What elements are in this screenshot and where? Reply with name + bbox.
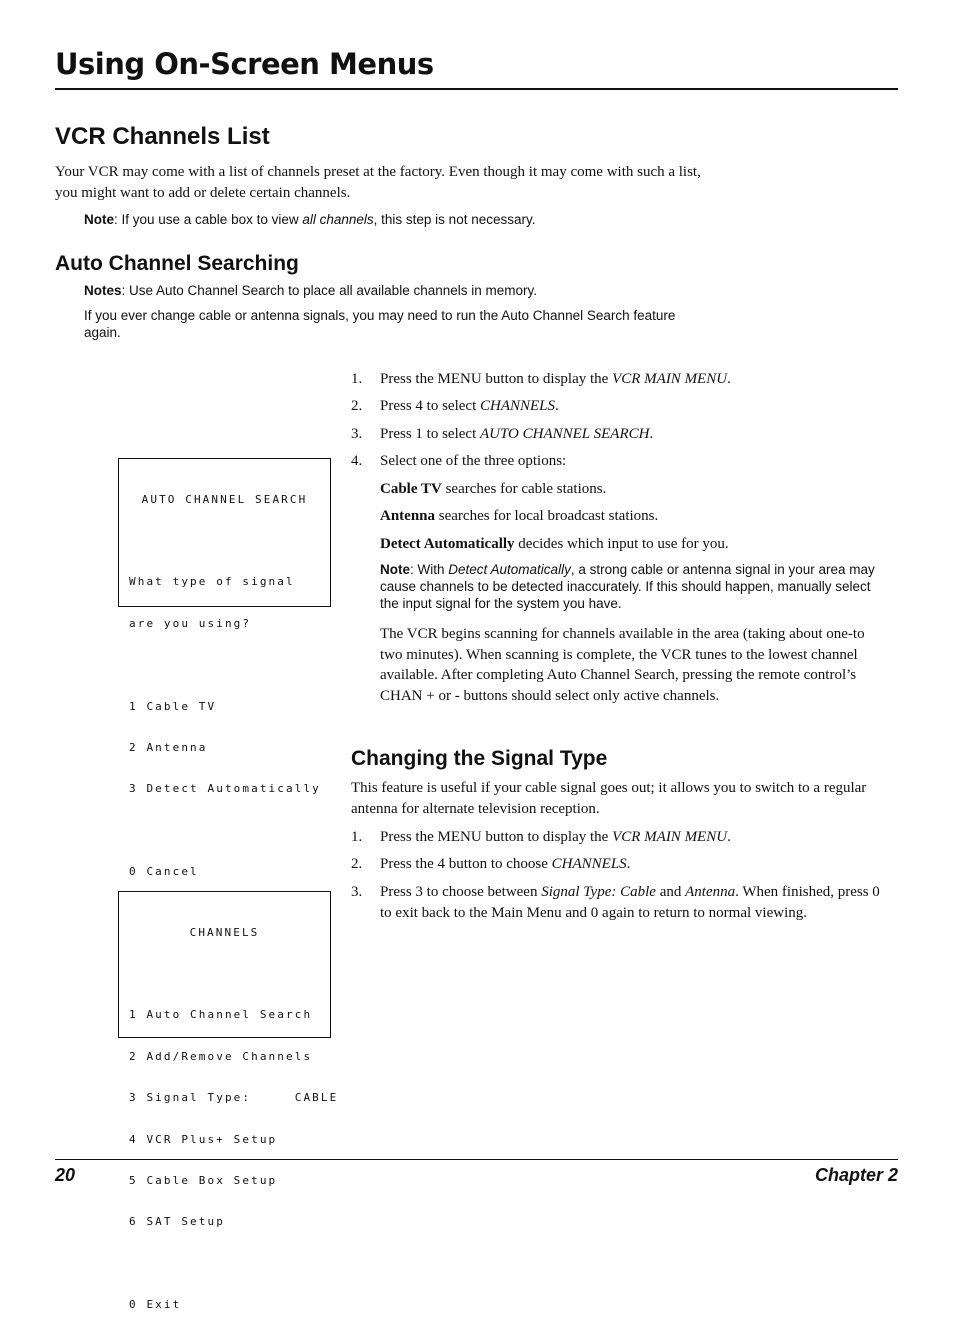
menu-line: are you using?: [129, 616, 252, 630]
footer-divider: [55, 1159, 898, 1160]
menu-option-antenna: 2 Antenna: [129, 740, 208, 754]
channels-menu: [118, 891, 339, 1312]
step-text: Press the 4 button to choose CHANNELS.: [380, 856, 631, 872]
step-number: 1.: [351, 371, 363, 387]
step-text: Press 1 to select AUTO CHANNEL SEARCH.: [380, 426, 654, 442]
auto-channel-search-menu: [118, 458, 331, 879]
menu-title: CHANNELS: [189, 925, 260, 939]
notes-text: : Use Auto Channel Search to place all available channels in memory.: [121, 283, 537, 298]
menu-option-add-remove: 2 Add/Remove Channels: [129, 1049, 313, 1063]
menu-option-sat-setup: 6 SAT Setup: [129, 1215, 225, 1229]
menu-line: [129, 967, 330, 981]
menu-title: AUTO CHANNEL SEARCH: [141, 492, 308, 506]
cable-box-note: [84, 211, 535, 229]
menu-line: [129, 534, 330, 548]
menu-line: [129, 824, 330, 838]
menu-option-cable-tv: 1 Cable TV: [129, 699, 217, 713]
note-text: : If you use a cable box to view: [114, 212, 303, 227]
detect-automatically-note: Note: With Detect Automatically, a strong cable or antenna signal in your area may cause channels to be detected inaccurately. If this should happen, manually select the input signal for the system you have.: [380, 562, 875, 611]
note-label: Note: [380, 562, 410, 577]
menu-line: [129, 1257, 330, 1271]
step-number: 2.: [351, 856, 363, 872]
menu-line: What type of signal: [129, 575, 295, 589]
signal-type-heading: Changing the Signal Type: [351, 747, 608, 770]
step-text: Press 4 to select CHANNELS.: [380, 398, 559, 414]
menu-line: [129, 658, 330, 672]
step-text: Press the MENU button to display the VCR MAIN MENU.: [380, 371, 731, 387]
step-number: 1.: [351, 829, 363, 845]
note-emphasis: all channels: [302, 212, 374, 227]
note-text: , this step is not necessary.: [373, 212, 536, 227]
section-title: VCR Channels List: [55, 123, 270, 150]
page-title: Using On-Screen Menus: [55, 47, 434, 81]
step-text: Press 3 to choose between Signal Type: Cable and Antenna. When finished, press 0 to exit back to the Main Menu and 0 again to return to normal viewing.: [380, 884, 880, 921]
step-number: 3.: [351, 884, 363, 900]
title-divider: [55, 88, 898, 90]
menu-option-detect: 3 Detect Automatically: [129, 782, 321, 796]
auto-search-rerun-note: If you ever change cable or antenna signals, you may need to run the Auto Channel Search feature again.: [84, 308, 676, 340]
menu-option-signal-type: 3 Signal Type: CABLE: [129, 1091, 339, 1105]
step-number: 4.: [351, 453, 363, 469]
chapter-label: Chapter 2: [814, 1165, 898, 1185]
notes-label: Notes: [84, 283, 122, 298]
note-label: Note: [84, 212, 114, 227]
signal-type-intro: This feature is useful if your cable signal goes out; it allows you to switch to a regular antenna for alternate television reception.: [351, 780, 867, 817]
menu-option-cable-box: 5 Cable Box Setup: [129, 1173, 278, 1187]
menu-option-exit: 0 Exit: [129, 1298, 182, 1312]
page-number: 20: [55, 1165, 76, 1185]
option-cable-tv: Cable TV searches for cable stations.: [380, 481, 607, 497]
menu-option-cancel: 0 Cancel: [129, 865, 199, 879]
option-antenna: Antenna searches for local broadcast stations.: [380, 508, 659, 524]
step-text: Press the MENU button to display the VCR MAIN MENU.: [380, 829, 731, 845]
menu-option-vcr-plus: 4 VCR Plus+ Setup: [129, 1132, 278, 1146]
step-text: Select one of the three options:: [380, 453, 567, 469]
step-number: 2.: [351, 398, 363, 414]
scanning-description: The VCR begins scanning for channels available in the area (taking about one-to two minutes). When scanning is complete, the VCR tunes to the lowest channel available. After completing Auto Channel Search, pressing the remote control’s CHAN + or - buttons should select only active channels.: [380, 626, 865, 704]
auto-search-heading: Auto Channel Searching: [55, 252, 299, 275]
step-number: 3.: [351, 426, 363, 442]
menu-option-auto-channel-search: 1 Auto Channel Search: [129, 1008, 313, 1022]
auto-search-notes: [84, 282, 537, 300]
section-intro: Your VCR may come with a list of channels preset at the factory. Even though it may come with such a list, you might want to add or delete certain channels.: [55, 164, 701, 201]
option-detect-automatically: Detect Automatically decides which input to use for you.: [380, 536, 729, 552]
